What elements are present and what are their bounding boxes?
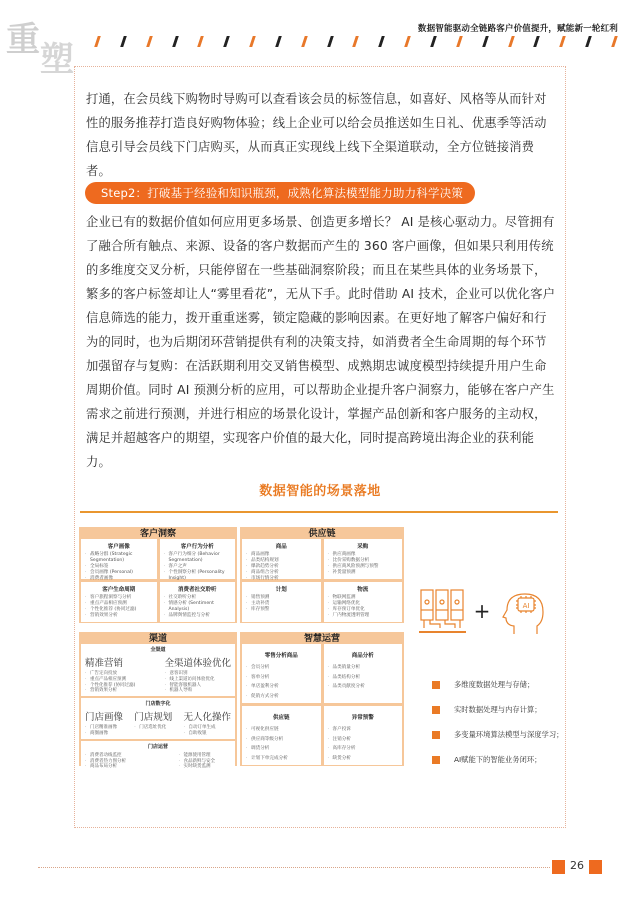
list-item: · 品类销量分析	[328, 663, 399, 673]
list-item: · 供应商等级分析	[246, 735, 317, 745]
cell-list	[164, 595, 232, 619]
list-item: · 市场行情分析	[246, 576, 317, 582]
slash-icon	[275, 36, 282, 47]
list-item: · 缺货分析	[328, 754, 399, 764]
cell-retail-analysis	[242, 644, 321, 703]
section-title: 门店数字化	[145, 701, 171, 708]
body-paragraph-1: 打通，在会员线下购物时导购可以查看该会员的标签信息，如喜好、风格等从而针对性的服务推荐打造良好购物体验；线上企业可以给会员推送如生日礼、优惠季等活动信息引导会员线下门店购买，从而真正实现线上线下全渠道联动，全方位链接消费者。	[86, 92, 547, 178]
cell-title: 商品	[275, 544, 287, 550]
list-item: · 消费者动线监控	[85, 753, 126, 759]
list-item: · 门店选址优化	[134, 725, 172, 731]
list-item: · 客单分析	[246, 673, 317, 683]
page-number: 26	[570, 859, 584, 872]
section-heading: 全渠道体验优化	[164, 658, 231, 669]
list-item: · 机器人导购	[164, 688, 231, 694]
slash-icon	[94, 36, 101, 47]
list-item: · 广告定向投放	[85, 671, 135, 677]
section-title: 全渠道	[150, 647, 166, 653]
data-plus-ai-illustration	[418, 588, 558, 638]
cell-procurement	[324, 539, 403, 579]
list-item: · 自助收银	[183, 731, 231, 737]
bullet-square-icon	[432, 756, 440, 764]
section-list	[85, 725, 123, 737]
list-item: · 品牌舆情监控与分析	[164, 613, 232, 619]
list-item: · 实时缺货监测	[179, 764, 216, 770]
legend-text: 实时数据处理与内存计算；	[454, 704, 542, 714]
slash-icon	[172, 36, 179, 47]
cell-supply-chain-ops	[242, 706, 321, 765]
cell-list	[246, 552, 317, 582]
list-item: · 客户之声	[164, 564, 232, 570]
list-item: · 重点产品相应预测	[85, 601, 153, 607]
cell-title: 消费者社交聆听	[177, 587, 217, 593]
list-item: · 个性化推荐 (协同过滤)	[85, 683, 135, 689]
legend-text: AI赋能下的智能业务闭环；	[454, 754, 542, 764]
figure-divider	[80, 511, 558, 513]
cell-title: 客户画像	[107, 544, 130, 550]
footer-divider	[38, 867, 550, 868]
cell-list	[328, 663, 399, 692]
slash-icon	[198, 36, 205, 47]
smart-operations-block	[240, 632, 404, 766]
list-item: · 客户旅程洞察与分析	[85, 595, 153, 601]
slash-icon	[559, 36, 566, 47]
cell-title: 计划	[275, 587, 287, 593]
list-item: · 营销效果分析	[85, 688, 135, 694]
customer-insight-block	[79, 527, 237, 623]
running-header-title: 数据智能驱动全链路客户价值提升，赋能新一轮红利	[417, 24, 618, 34]
block-title: 渠道	[148, 634, 167, 644]
list-item: · 意客识别	[164, 671, 231, 677]
list-item: · 促销方式分析	[246, 692, 317, 702]
list-item: · 供应商画像	[328, 552, 399, 558]
cell-goods	[242, 539, 321, 579]
cell-planning	[242, 582, 321, 622]
omni-channel-section	[81, 644, 235, 696]
slash-icon	[146, 36, 153, 47]
cell-list	[164, 552, 232, 582]
figure-title: 数据智能的场景落地	[259, 484, 381, 499]
list-item: · 自动订单生成	[183, 725, 231, 731]
body-paragraph-2: 企业已有的数据价值如何应用更多场景、创造更多增长？ AI 是核心驱动力。尽管拥有了融合所有触点、来源、设备的客户数据而产生的 360 客户画像，但如果只利用传统的多维度交叉分析，只能停留在一些基础洞察阶段；而且在某些具体的业务场景下，繁多的客户标签却让人“雾里看花”，无从下手。此时借助 AI 技术，企业可以优化客户信息筛选的能力，拨开重重迷雾，锁定隐藏的影响因素。在更好地了解客户偏好和行为的同时，也为后期闭环营销提供有利的决策支持，如消费者全生命周期的每个环节加强留存与复购：在活跃期利用交叉销售模型、成熟期忠诚度模型持续提升用户生命周期价值。同时 AI 预测分析的应用，可以帮助企业提升客户洞察力，能够在客户产生需求之前进行预测，并进行相应的场景化设计，掌握产品创新和客户服务的主动权，满足并超越客户的期望，实现客户价值的最大化，同时提高跨境出海企业的获利能力。	[86, 215, 556, 469]
list-item: · 比价采购数据分析	[328, 558, 399, 564]
list-item: · 重点产品相应预测	[85, 677, 135, 683]
precision-marketing	[85, 653, 135, 694]
list-item: · 品类贡献度分析	[328, 682, 399, 692]
section-heading: 精准营销	[85, 658, 124, 669]
legend-item	[432, 722, 563, 747]
list-item: · 主动补货	[246, 601, 317, 607]
bullet-square-icon	[432, 681, 440, 689]
cell-list	[246, 663, 317, 701]
slash-icon	[327, 36, 334, 47]
list-item: · 运输网络优化	[328, 601, 399, 607]
slash-icon	[585, 36, 592, 47]
slash-icon	[223, 36, 230, 47]
cell-social-listening	[160, 582, 236, 622]
slash-icon	[430, 36, 437, 47]
section-title: 门店运营	[147, 743, 168, 750]
slash-icon	[482, 36, 489, 47]
list-item: · 个性洞察分析 (Personality Insight)	[164, 570, 232, 582]
unmanned-operation	[183, 707, 231, 737]
block-title: 供应链	[308, 529, 336, 539]
slash-icon	[249, 36, 256, 47]
list-item: · 爆款趋势分析	[246, 564, 317, 570]
cell-title: 采购	[357, 544, 369, 550]
list-item: · 供应商风险预测与预警	[328, 564, 399, 570]
section-list	[85, 671, 135, 694]
list-item: · 注销分析	[328, 735, 399, 745]
plus-icon: +	[473, 599, 491, 623]
list-item: · 会员分析	[246, 663, 317, 673]
logo-char-2: 塑	[40, 40, 74, 80]
omni-experience-optimization	[164, 653, 231, 694]
block-title: 客户洞察	[139, 529, 176, 539]
cell-logistics	[324, 582, 403, 622]
list-item: · 情感分析 (Sentiment Analysis)	[164, 601, 232, 613]
cell-customer-profile	[81, 539, 157, 579]
list-item: · 智能客服机器人	[164, 683, 231, 689]
list-item: · 品类结构规划	[246, 558, 317, 564]
bullet-square-icon	[432, 706, 440, 714]
cell-customer-lifecycle	[81, 582, 157, 622]
cell-customer-behavior	[160, 539, 236, 579]
slash-icon	[120, 36, 127, 47]
list-item: · 库存预警	[246, 607, 317, 613]
step2-heading-pill: Step2：打破基于经验和知识瓶颈，成熟化算法模型能力助力科学决策	[85, 182, 475, 204]
section-list	[164, 671, 231, 694]
section-list	[85, 753, 126, 770]
list-item: · 计划下单完成分析	[246, 754, 317, 764]
slash-icon	[611, 36, 618, 47]
cell-title: 供应链	[272, 715, 290, 721]
cell-goods-analysis	[324, 644, 403, 703]
list-item: · 食品新鲜与安全	[179, 759, 216, 765]
cell-title: 客户行为分析	[180, 544, 214, 550]
list-item: · 品类结构分析	[328, 673, 399, 683]
list-item: · 单店盈利分析	[246, 682, 317, 692]
cell-title: 客户生命周期	[102, 587, 136, 593]
list-item: · 调货分析	[246, 744, 317, 754]
list-item: · 高库存分析	[328, 744, 399, 754]
cell-list	[246, 725, 317, 763]
store-operations-section	[81, 741, 235, 772]
cell-list	[328, 725, 399, 763]
section-list	[134, 725, 172, 731]
list-item: · 能源使用管理	[179, 753, 216, 759]
section-heading: 无人化操作	[183, 712, 231, 724]
slash-icon	[301, 36, 308, 47]
section-list	[179, 753, 216, 770]
cell-title: 零售分析商品	[264, 653, 298, 659]
section-list	[183, 725, 231, 737]
legend-item	[432, 747, 563, 772]
svg-text:AI: AI	[522, 602, 530, 610]
slash-icon	[456, 36, 463, 47]
list-item: · 社交聆听分析	[164, 595, 232, 601]
page-marker-square-icon	[552, 860, 565, 874]
cell-list	[85, 595, 153, 619]
list-item: · 商圈画像	[85, 731, 123, 737]
cell-list	[328, 595, 399, 619]
cell-title: 商品分析	[351, 653, 374, 659]
supply-chain-block	[240, 527, 404, 623]
cell-list	[85, 552, 153, 582]
section-heading: 门店规划	[134, 712, 173, 724]
store-digital-section	[81, 698, 235, 739]
cell-title: 物流	[357, 587, 369, 593]
capabilities-legend	[432, 672, 563, 772]
legend-text: 多维度数据处理与存储；	[454, 679, 535, 689]
legend-item	[432, 672, 563, 697]
store-profile	[85, 707, 123, 737]
legend-text: 多变量环境算法模型与深度学习；	[454, 729, 564, 739]
list-item: · 商品画像	[246, 552, 317, 558]
slash-icon	[508, 36, 515, 47]
list-item: · 会员画像 (Personal)	[85, 570, 153, 576]
list-item: · 物联网监测	[328, 595, 399, 601]
slash-icon	[378, 36, 385, 47]
block-title: 智慧运营	[303, 634, 340, 644]
list-item: · 销售预测	[246, 595, 317, 601]
list-item: · 可视化供应链	[246, 725, 317, 735]
page-marker-square-icon	[589, 860, 602, 874]
legend-item	[432, 697, 563, 722]
cell-list	[246, 595, 317, 613]
list-item: · 库存预订单优化	[328, 607, 399, 613]
server-rack-icon	[418, 588, 558, 640]
list-item: · 门店精准画像	[85, 725, 123, 731]
slash-icon	[404, 36, 411, 47]
list-item: · 全局标签	[85, 564, 153, 570]
bullet-square-icon	[432, 731, 440, 739]
list-item: · 客户投诉	[328, 725, 399, 735]
store-planning	[134, 707, 172, 737]
list-item: · 消费者热力图分析	[85, 759, 126, 765]
cell-anomaly-alert	[324, 706, 403, 765]
list-item: · 消费者画像	[85, 576, 153, 582]
cell-list	[328, 552, 399, 576]
decorative-slash-row	[96, 36, 616, 48]
list-item: · 战略分群 (Strategic Segmentation)	[85, 552, 153, 564]
list-item: · 商品布局分析	[85, 764, 126, 770]
cell-title: 异常预警	[351, 715, 374, 721]
list-item: · 补货量预测	[328, 570, 399, 576]
channel-block	[79, 632, 237, 770]
list-item: · 厂内物流透明管理	[328, 613, 399, 619]
list-item: · 线上渠道访问体验优化	[164, 677, 231, 683]
list-item: · 商品组合分析	[246, 570, 317, 576]
section-heading: 门店画像	[85, 712, 124, 724]
slash-icon	[353, 36, 360, 47]
slash-icon	[534, 36, 541, 47]
logo-char-1: 重	[6, 20, 38, 60]
list-item: · 营销效果分析	[85, 613, 153, 619]
list-item: · 个性化推荐 (协同过滤)	[85, 607, 153, 613]
list-item: · 客户行为细分 (Behavior Segmentation)	[164, 552, 232, 564]
